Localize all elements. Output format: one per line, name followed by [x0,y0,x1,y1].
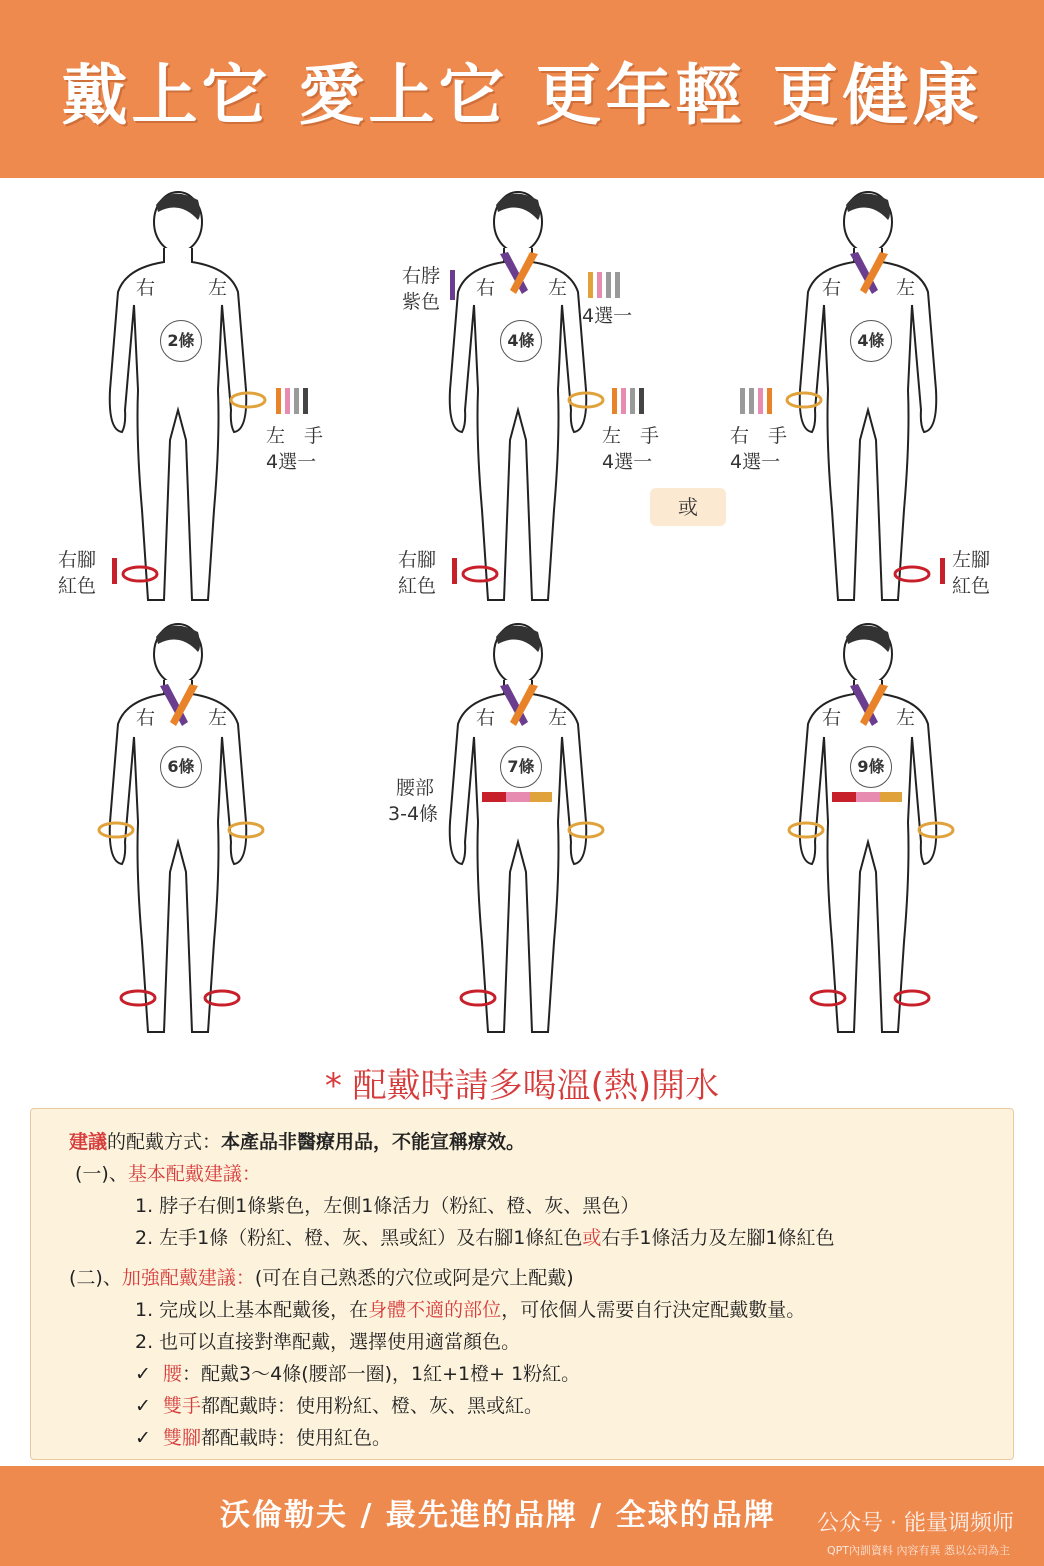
right-label: 右 [822,707,842,729]
band-count: 7條 [500,746,542,788]
heading-red: 建議 [69,1131,108,1153]
red-bar-icon [452,558,457,584]
tip-feet-text: 都配載時：使用紅色。 [201,1427,392,1449]
check-icon: ✓ [135,1395,151,1417]
neck-color-bars [588,272,620,298]
right-neck-label: 右脖 [402,265,441,287]
section-1-title: 基本配戴建議： [127,1163,261,1185]
section-2-note: (可在自己熟悉的穴位或阿是穴上配戴) [254,1267,574,1289]
right-label: 右 [822,277,842,299]
red-label: 紅色 [398,575,437,597]
tip-hands [135,1391,543,1418]
left-wrist-band-icon [566,820,606,840]
section-1-heading [75,1159,261,1186]
color-options-bars [740,388,772,414]
section-2-item-1 [135,1295,805,1322]
wrist-band-icon [566,390,606,410]
tip-hands-key: 雙手 [163,1395,202,1417]
wrist-band-icon [784,390,824,410]
tip-feet-key: 雙腳 [163,1427,202,1449]
band-count: 4條 [850,320,892,362]
figure-9-bands [720,612,1020,1042]
band-count: 9條 [850,746,892,788]
check-icon: ✓ [135,1427,151,1449]
check-icon: ✓ [135,1363,151,1385]
drink-water-notice: * 配戴時請多喝溫(熱)開水 [324,1066,720,1106]
ankle-band-icon [892,564,932,584]
left-foot-label: 左腳 [952,549,991,571]
left-label: 左 [896,707,916,729]
left-wrist-band-icon [916,820,956,840]
left-wrist-band-icon [226,820,266,840]
item-1-part-a: 1. 完成以上基本配戴後，在 [135,1299,369,1321]
band-count: 6條 [160,746,202,788]
guidance-heading [69,1127,525,1154]
choose-one-label: 4選一 [582,305,633,327]
right-ankle-band-icon [118,988,158,1008]
figure-4-bands-b [720,180,1020,610]
ankle-band-icon [120,564,160,584]
item-2-part-b: 右手1條活力及左腳1條紅色 [601,1227,835,1249]
choose-one-label: 4選一 [266,451,317,473]
tip-waist [135,1359,580,1386]
left-label: 左 [548,277,568,299]
choose-one-label-2: 4選一 [602,451,653,473]
left-hand-label: 左 手 [266,425,324,447]
item-2-or: 或 [582,1227,602,1249]
right-foot-label: 右腳 [58,549,97,571]
color-options-bars [276,388,308,414]
page-title: 戴上它 愛上它 更年輕 更健康 [61,57,983,134]
brand-slogan: 沃倫勒夫 / 最先進的品牌 / 全球的品牌 [220,1498,776,1533]
right-hand-label: 右 手 [730,425,788,447]
right-wrist-band-icon [786,820,826,840]
section-2-item-2: 2. 也可以直接對準配戴，選擇使用適當顏色。 [135,1331,521,1353]
item-1-highlight: 身體不適的部位 [368,1299,502,1321]
right-label: 右 [136,707,156,729]
waist-label: 腰部 [396,777,435,799]
section-1-item-2 [135,1223,835,1250]
left-label: 左 [208,707,228,729]
left-label: 左 [208,277,228,299]
right-label: 右 [476,707,496,729]
header-banner [0,0,1044,178]
wrist-band-icon [228,390,268,410]
right-ankle-band-icon [458,988,498,1008]
body-outline-icon [720,612,1020,1042]
watermark-subtext: QPT內訓資料 內容有異 悉以公司為主 [826,1544,1010,1557]
left-hand-label: 左 手 [602,425,660,447]
purple-label: 紫色 [402,291,441,313]
section-1-number: (一)、 [75,1163,128,1185]
red-label: 紅色 [952,575,991,597]
heading-disclaimer: 本產品非醫療用品，不能宣稱療效。 [221,1131,526,1153]
left-label: 左 [896,277,916,299]
section-1-item-1: 1. 脖子右側1條紫色，左側1條活力（粉紅、橙、灰、黑色） [135,1195,640,1217]
tip-waist-text: ：配戴3～4條(腰部一圈)，1紅+1橙+ 1粉紅。 [182,1363,581,1385]
or-badge: 或 [650,488,726,526]
tip-hands-text: 都配戴時：使用粉紅、橙、灰、黑或紅。 [201,1395,544,1417]
waist-count-label: 3-4條 [388,803,439,825]
left-label: 左 [548,707,568,729]
heading-rest: 的配戴方式： [107,1131,222,1153]
color-options-bars [612,388,644,414]
figure-7-bands [370,612,670,1042]
wechat-watermark: 公众号 · 能量调频师 [817,1511,1014,1536]
band-count: 4條 [500,320,542,362]
figure-6-bands [30,612,330,1042]
item-2-part-a: 2. 左手1條（粉紅、橙、灰、黑或紅）及右腳1條紅色 [135,1227,583,1249]
body-outline-icon [370,612,670,1042]
right-foot-label: 右腳 [398,549,437,571]
section-2-heading [69,1263,574,1290]
ankle-band-icon [460,564,500,584]
figure-2-bands [30,180,330,610]
right-wrist-band-icon [96,820,136,840]
figure-4-bands-a [370,180,670,610]
tip-waist-key: 腰 [163,1363,183,1385]
purple-bar-icon [450,270,455,300]
right-label: 右 [136,277,156,299]
item-1-part-b: ，可依個人需要自行決定配戴數量。 [501,1299,806,1321]
section-2-number: (二)、 [69,1267,122,1289]
right-ankle-band-icon [808,988,848,1008]
red-bar-icon [112,558,117,584]
left-ankle-band-icon [892,988,932,1008]
tip-feet [135,1423,391,1450]
red-label: 紅色 [58,575,97,597]
red-bar-icon [940,558,945,584]
left-ankle-band-icon [202,988,242,1008]
body-outline-icon [30,612,330,1042]
band-count: 2條 [160,320,202,362]
footer-banner [0,1466,1044,1566]
choose-one-label: 4選一 [730,451,781,473]
right-label: 右 [476,277,496,299]
guidance-panel [30,1108,1014,1460]
section-2-title: 加強配戴建議： [121,1267,255,1289]
